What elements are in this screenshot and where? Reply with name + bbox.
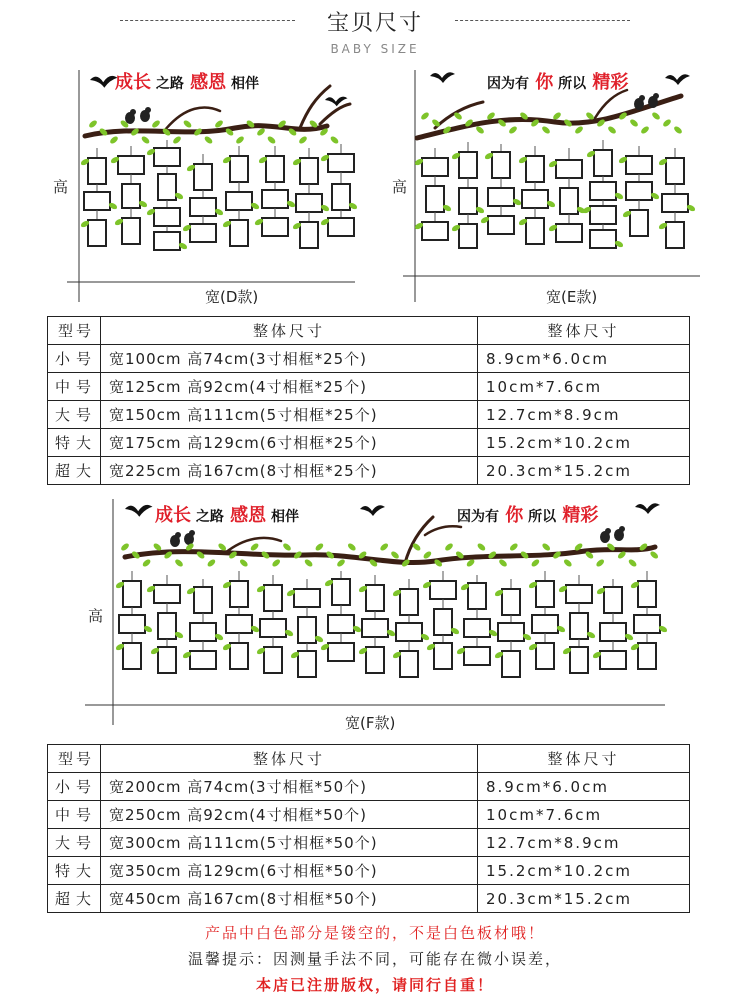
bird-icon (635, 503, 660, 514)
photo-frame-icon (536, 643, 554, 669)
banner-part: 成长 (115, 72, 151, 93)
leaf-icon (141, 558, 151, 568)
table-header-row (48, 745, 690, 773)
photo-frame-icon (298, 617, 316, 643)
photo-frame-icon (422, 158, 448, 176)
banner-part: 精彩 (556, 505, 599, 526)
photo-frame-icon (400, 651, 418, 677)
table-cell: 10cm*7.6cm (478, 373, 690, 401)
leaf-icon (249, 542, 259, 552)
photo-frame-icon (328, 615, 354, 633)
table-cell: 12.7cm*8.9cm (478, 401, 690, 429)
leaf-icon (476, 542, 486, 552)
table-cell: 小号 (48, 773, 101, 801)
table-cell: 宽350cm 高129cm(6寸相框*50个) (101, 857, 478, 885)
photo-frame-icon (459, 152, 477, 178)
photo-frame-icon (154, 148, 180, 166)
diagram-d (45, 66, 360, 306)
leaf-icon (151, 119, 161, 129)
leaf-icon (120, 542, 130, 552)
note-hollow: 产品中白色部分是镂空的，不是白色板材哦！ (204, 924, 545, 942)
photo-frame-icon (296, 194, 322, 212)
photo-frame-icon (122, 184, 140, 208)
photo-frame-icon (118, 156, 144, 174)
photo-frame-icon (400, 589, 418, 615)
photo-frame-icon (590, 206, 616, 224)
leaf-icon (629, 118, 639, 128)
photo-frame-icon (154, 585, 180, 603)
banner-text (487, 71, 628, 93)
photo-frame-icon (464, 647, 490, 665)
photo-frame-icon (434, 609, 452, 635)
leaf-icon (649, 550, 659, 560)
photo-frame-icon (366, 585, 384, 611)
leaf-icon (379, 542, 389, 552)
leaf-icon (563, 558, 573, 568)
photo-frame-icon (556, 224, 582, 242)
leaf-icon (651, 111, 661, 121)
photo-frame-icon (332, 579, 350, 605)
banner-text-left (155, 504, 299, 526)
bird-head-icon (639, 95, 645, 101)
leaf-icon (541, 125, 551, 135)
table-cell: 中号 (48, 373, 101, 401)
banner-part: 你 (499, 505, 524, 526)
page-subtitle: BABY SIZE (330, 42, 420, 56)
bird-icon (125, 505, 153, 517)
photo-frame-icon (194, 164, 212, 190)
photo-frame-icon (464, 619, 490, 637)
leaf-icon (390, 550, 400, 560)
photo-frame-icon (638, 643, 656, 669)
photo-frame-icon (422, 222, 448, 240)
banner-part: 成长 (155, 505, 191, 526)
photo-frame-icon (502, 589, 520, 615)
table-cell: 宽200cm 高74cm(3寸相框*50个) (101, 773, 478, 801)
table-row (48, 401, 690, 429)
branch-icon (300, 86, 330, 128)
banner-part: 之路 (191, 509, 224, 525)
table-cell: 8.9cm*6.0cm (478, 345, 690, 373)
photo-frame-icon (119, 615, 145, 633)
photo-frame-icon (536, 581, 554, 607)
leaf-icon (347, 542, 357, 552)
size-header (0, 0, 750, 70)
photo-frame-icon (594, 150, 612, 176)
bird-head-icon (189, 530, 195, 536)
table-cell: 15.2cm*10.2cm (478, 429, 690, 457)
leaf-icon (595, 558, 605, 568)
photo-frame-icon (666, 158, 684, 184)
photo-frame-icon (158, 174, 176, 200)
photo-frame-icon (298, 651, 316, 677)
table-cell: 中号 (48, 801, 101, 829)
banner-part: 所以 (523, 509, 557, 525)
photo-frame-icon (556, 160, 582, 178)
photo-frame-icon (328, 643, 354, 661)
table-header-cell: 型号 (48, 745, 101, 773)
photo-frame-icon (488, 188, 514, 206)
leaf-icon (530, 558, 540, 568)
photo-frame-icon (488, 216, 514, 234)
table-cell: 20.3cm*15.2cm (478, 457, 690, 485)
table-cell: 8.9cm*6.0cm (478, 773, 690, 801)
leaf-icon (541, 542, 551, 552)
photo-frame-icon (600, 651, 626, 669)
photo-frame-icon (532, 615, 558, 633)
bird-head-icon (145, 107, 151, 113)
photo-frame-icon (230, 581, 248, 607)
photo-frame-icon (662, 194, 688, 212)
photo-frame-icon (266, 156, 284, 182)
width-label: 宽(F款) (345, 714, 396, 732)
table-header-cell: 整体尺寸 (101, 745, 478, 773)
photo-frame-icon (158, 647, 176, 673)
banner-part: 因为有 (487, 76, 529, 92)
leaf-icon (206, 558, 216, 568)
photo-frame-icon (459, 224, 477, 248)
photo-frame-icon (264, 647, 282, 673)
banner-part: 你 (529, 72, 554, 93)
table-header-cell: 整体尺寸 (101, 317, 478, 345)
width-label: 宽(D款) (205, 288, 259, 306)
photo-frame-icon (230, 220, 248, 246)
photo-frame-icon (230, 643, 248, 669)
photo-frame-icon (426, 186, 444, 212)
table-header-row (48, 317, 690, 345)
photo-frame-icon (194, 587, 212, 613)
bird-head-icon (175, 532, 181, 538)
leaf-icon (239, 558, 249, 568)
leaf-icon (574, 125, 584, 135)
table-cell: 宽450cm 高167cm(8寸相框*50个) (101, 885, 478, 913)
photo-frame-icon (328, 218, 354, 236)
photo-frame-icon (88, 220, 106, 246)
photo-frame-icon (526, 218, 544, 244)
photo-frame-icon (294, 589, 320, 607)
table-cell: 特大 (48, 857, 101, 885)
table-cell: 超大 (48, 885, 101, 913)
table-row (48, 773, 690, 801)
note-copyright: 本店已注册版权，请同行自重！ (255, 976, 494, 994)
leaf-icon (498, 558, 508, 568)
photo-frame-icon (230, 156, 248, 182)
photo-frame-icon (434, 643, 452, 669)
banner-part: 所以 (553, 76, 587, 92)
leaf-icon (627, 558, 637, 568)
leaf-icon (140, 135, 150, 145)
leaf-icon (282, 542, 292, 552)
photo-frame-icon (226, 192, 252, 210)
bird-icon (90, 76, 118, 88)
table-row (48, 801, 690, 829)
photo-frame-icon (630, 210, 648, 236)
bird-icon (430, 72, 455, 83)
leaf-icon (88, 119, 98, 129)
leaf-icon (673, 125, 683, 135)
branch-icon (165, 107, 220, 130)
photo-frame-icon (123, 581, 141, 607)
leaf-icon (172, 135, 182, 145)
photo-frame-icon (638, 581, 656, 607)
photo-frame-icon (566, 585, 592, 603)
table-row (48, 857, 690, 885)
table-header-cell: 型号 (48, 317, 101, 345)
table-cell: 大号 (48, 401, 101, 429)
leaf-icon (298, 135, 308, 145)
leaf-icon (509, 542, 519, 552)
photo-frame-icon (634, 615, 660, 633)
photo-frame-icon (190, 198, 216, 216)
table-cell: 宽100cm 高74cm(3寸相框*25个) (101, 345, 478, 373)
photo-frame-icon (366, 647, 384, 673)
table-cell: 宽125cm 高92cm(4寸相框*25个) (101, 373, 478, 401)
banner-part: 相伴 (226, 76, 260, 92)
photo-frame-icon (300, 158, 318, 184)
leaf-icon (182, 119, 192, 129)
table-row (48, 429, 690, 457)
photo-frame-icon (328, 154, 354, 172)
diagram-e (395, 66, 705, 306)
table-cell: 宽225cm 高167cm(8寸相框*25个) (101, 457, 478, 485)
leaf-icon (329, 135, 339, 145)
bird-icon (360, 505, 385, 516)
photo-frame-icon (459, 188, 477, 214)
photo-frame-icon (526, 156, 544, 182)
photo-frame-icon (498, 623, 524, 641)
table-row (48, 373, 690, 401)
leaf-icon (203, 135, 213, 145)
banner-part: 精彩 (586, 72, 629, 93)
bird-head-icon (605, 528, 611, 534)
photo-frame-icon (396, 623, 422, 641)
bird-head-icon (619, 526, 625, 532)
table-cell: 宽300cm 高111cm(5寸相框*50个) (101, 829, 478, 857)
table-cell: 20.3cm*15.2cm (478, 885, 690, 913)
photo-frame-icon (84, 192, 110, 210)
table-cell: 宽175cm 高129cm(6寸相框*25个) (101, 429, 478, 457)
banner-text (115, 71, 259, 93)
size-table-2 (47, 744, 690, 913)
height-label: 高 (53, 178, 69, 196)
leaf-icon (256, 127, 266, 137)
table-cell: 15.2cm*10.2cm (478, 857, 690, 885)
table-cell: 特大 (48, 429, 101, 457)
table-cell: 小号 (48, 345, 101, 373)
leaf-icon (303, 558, 313, 568)
photo-frame-icon (522, 190, 548, 208)
note-measurement: 温馨提示：因测量手法不同，可能存在微小误差， (187, 950, 562, 968)
photo-frame-icon (604, 587, 622, 613)
leaf-icon (420, 111, 430, 121)
diagram-f (75, 495, 675, 735)
leaf-icon (422, 550, 432, 560)
photo-frame-icon (122, 218, 140, 244)
page-title: 宝贝尺寸 (326, 11, 423, 36)
photo-frame-icon (123, 643, 141, 669)
bird-icon (665, 74, 690, 85)
photo-frame-icon (666, 222, 684, 248)
height-label: 高 (88, 607, 104, 625)
leaf-icon (444, 542, 454, 552)
photo-frame-icon (190, 623, 216, 641)
banner-part: 因为有 (457, 509, 499, 525)
leaf-icon (174, 558, 184, 568)
photo-frame-icon (502, 651, 520, 677)
height-label: 高 (392, 178, 408, 196)
photo-frame-icon (264, 585, 282, 611)
photo-frame-icon (300, 222, 318, 248)
photo-frame-icon (362, 619, 388, 637)
table-cell: 大号 (48, 829, 101, 857)
photo-frame-icon (590, 182, 616, 200)
photo-frame-icon (262, 190, 288, 208)
leaf-icon (271, 558, 281, 568)
banner-part: 之路 (151, 76, 184, 92)
photo-frame-icon (154, 232, 180, 250)
photo-frame-icon (590, 230, 616, 248)
leaf-icon (235, 135, 245, 145)
table-cell: 超大 (48, 457, 101, 485)
table-row (48, 885, 690, 913)
size-table-1 (47, 316, 690, 485)
photo-frame-icon (154, 208, 180, 226)
photo-frame-icon (492, 152, 510, 178)
photo-frame-icon (190, 224, 216, 242)
photo-frame-icon (430, 581, 456, 599)
table-cell: 12.7cm*8.9cm (478, 829, 690, 857)
photo-frame-icon (468, 583, 486, 609)
leaf-icon (214, 119, 224, 129)
width-label: 宽(E款) (546, 288, 598, 306)
photo-frame-icon (570, 647, 588, 673)
leaf-icon (508, 125, 518, 135)
leaf-icon (336, 558, 346, 568)
table-row (48, 829, 690, 857)
photo-frame-icon (190, 651, 216, 669)
leaf-icon (662, 118, 672, 128)
branch-icon (320, 104, 350, 124)
table-row (48, 457, 690, 485)
table-cell: 宽250cm 高92cm(4寸相框*50个) (101, 801, 478, 829)
photo-frame-icon (600, 623, 626, 641)
table-cell: 宽150cm 高111cm(5寸相框*25个) (101, 401, 478, 429)
leaf-icon (607, 125, 617, 135)
table-row (48, 345, 690, 373)
table-header-cell: 整体尺寸 (478, 317, 690, 345)
photo-frame-icon (570, 613, 588, 639)
bird-head-icon (130, 109, 136, 115)
photo-frame-icon (626, 156, 652, 174)
photo-frame-icon (158, 613, 176, 639)
leaf-icon (314, 542, 324, 552)
banner-text-right (457, 504, 598, 526)
photo-frame-icon (262, 218, 288, 236)
bird-head-icon (653, 93, 659, 99)
table-cell: 10cm*7.6cm (478, 801, 690, 829)
photo-frame-icon (560, 188, 578, 214)
photo-frame-icon (88, 158, 106, 184)
leaf-icon (266, 135, 276, 145)
photo-frame-icon (260, 619, 286, 637)
banner-part: 感恩 (183, 72, 227, 93)
photo-frame-icon (332, 184, 350, 210)
photo-frame-icon (626, 182, 652, 200)
banner-part: 感恩 (223, 505, 267, 526)
table-header-cell: 整体尺寸 (478, 745, 690, 773)
banner-part: 相伴 (266, 509, 300, 525)
leaf-icon (109, 135, 119, 145)
branch-icon (425, 526, 461, 535)
photo-frame-icon (226, 615, 252, 633)
leaf-icon (640, 125, 650, 135)
